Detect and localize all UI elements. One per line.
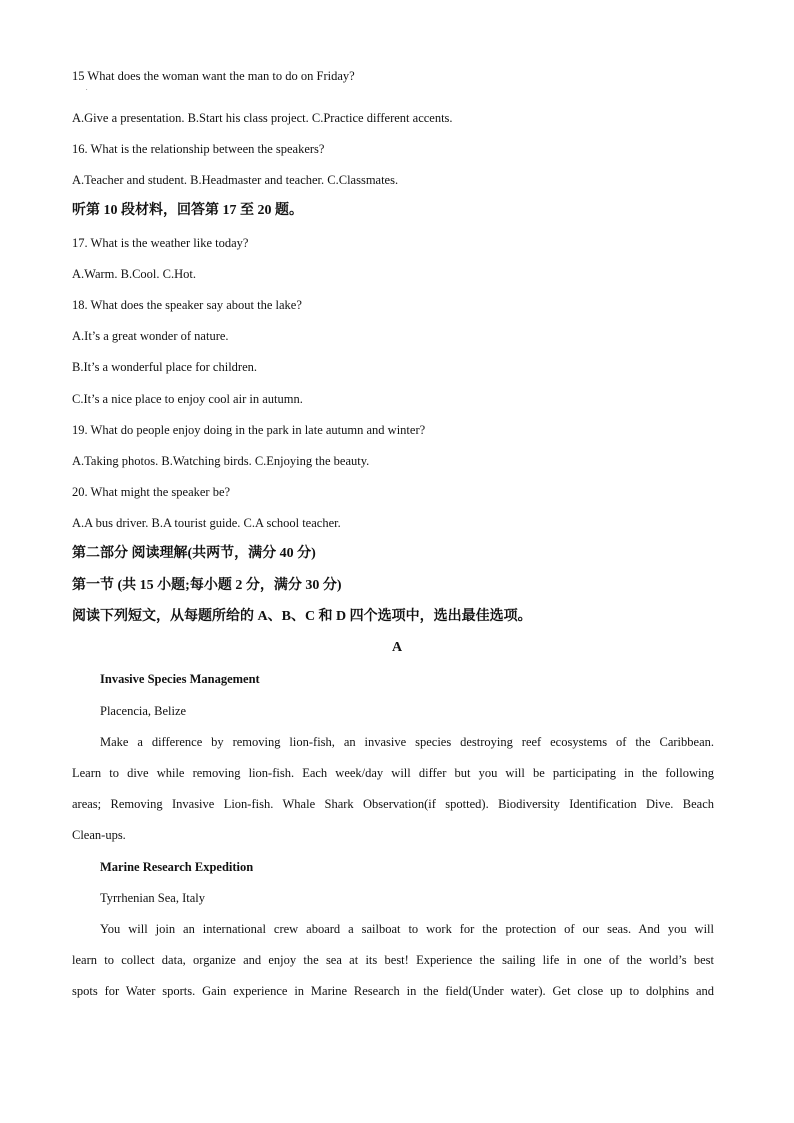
item-2-body-line: spots for Water sports. Gain experience in Marine Research in the field(Under water). Get close up to dolphins and (72, 984, 714, 998)
item-2-body (72, 921, 714, 1014)
question-18-option-a: A.It’s a great wonder of nature. (72, 329, 229, 343)
question-17-options: A.Warm. B.Cool. C.Hot. (72, 267, 196, 281)
item-1-body-line: areas; Removing Invasive Lion-fish. Whale Shark Observation(if spotted). Biodiversity Identification Dive. Beach (72, 797, 714, 811)
question-16-options: A.Teacher and student. B.Headmaster and teacher. C.Classmates. (72, 173, 399, 187)
question-20-options: A.A bus driver. B.A tourist guide. C.A school teacher. (72, 516, 341, 530)
passage-label: A (391, 640, 403, 655)
item-1-body-line: Clean-ups. (72, 828, 126, 842)
question-16: 16. What is the relationship between the speakers? (72, 142, 325, 156)
question-15-options: A.Give a presentation. B.Start his class project. C.Practice different accents. (72, 111, 453, 125)
item-1-location: Placencia, Belize (100, 704, 187, 718)
item-1-title: Invasive Species Management (100, 672, 260, 686)
part-2-heading: 第二部分 阅读理解(共两节，满分 40 分) (72, 546, 316, 561)
section-10-heading: 听第 10 段材料，回答第 17 至 20 题。 (72, 203, 303, 218)
item-2-body-line: learn to collect data, organize and enjoy the sea at its best! Experience the sailing life in one of the world’s best (72, 953, 714, 967)
question-18: 18. What does the speaker say about the lake? (72, 298, 302, 312)
item-1-body-line: Make a difference by removing lion-fish, an invasive species destroying reef ecosystems of the Caribbean. (100, 735, 714, 749)
question-19-options: A.Taking photos. B.Watching birds. C.Enjoying the beauty. (72, 454, 370, 468)
question-20: 20. What might the speaker be? (72, 485, 231, 499)
question-18-option-c: C.It’s a nice place to enjoy cool air in autumn. (72, 392, 303, 406)
question-17: 17. What is the weather like today? (72, 236, 249, 250)
question-15: 15 What does the woman want the man to do on Friday? (72, 69, 355, 83)
stray-dot: . (86, 86, 88, 92)
question-19: 19. What do people enjoy doing in the park in late autumn and winter? (72, 423, 426, 437)
part-2-section-1-heading: 第一节 (共 15 小题;每小题 2 分，满分 30 分) (72, 578, 342, 593)
item-1-body (72, 734, 714, 858)
question-18-option-b: B.It’s a wonderful place for children. (72, 360, 258, 374)
item-2-location: Tyrrhenian Sea, Italy (100, 891, 205, 905)
item-2-title: Marine Research Expedition (100, 860, 254, 874)
reading-instruction: 阅读下列短文，从每题所给的 A、B、C 和 D 四个选项中，选出最佳选项。 (72, 609, 532, 624)
item-2-body-line: You will join an international crew aboard a sailboat to work for the protection of our seas. And you will (100, 922, 714, 936)
item-1-body-line: Learn to dive while removing lion-fish. Each week/day will differ but you will be participating in the following (72, 766, 714, 780)
